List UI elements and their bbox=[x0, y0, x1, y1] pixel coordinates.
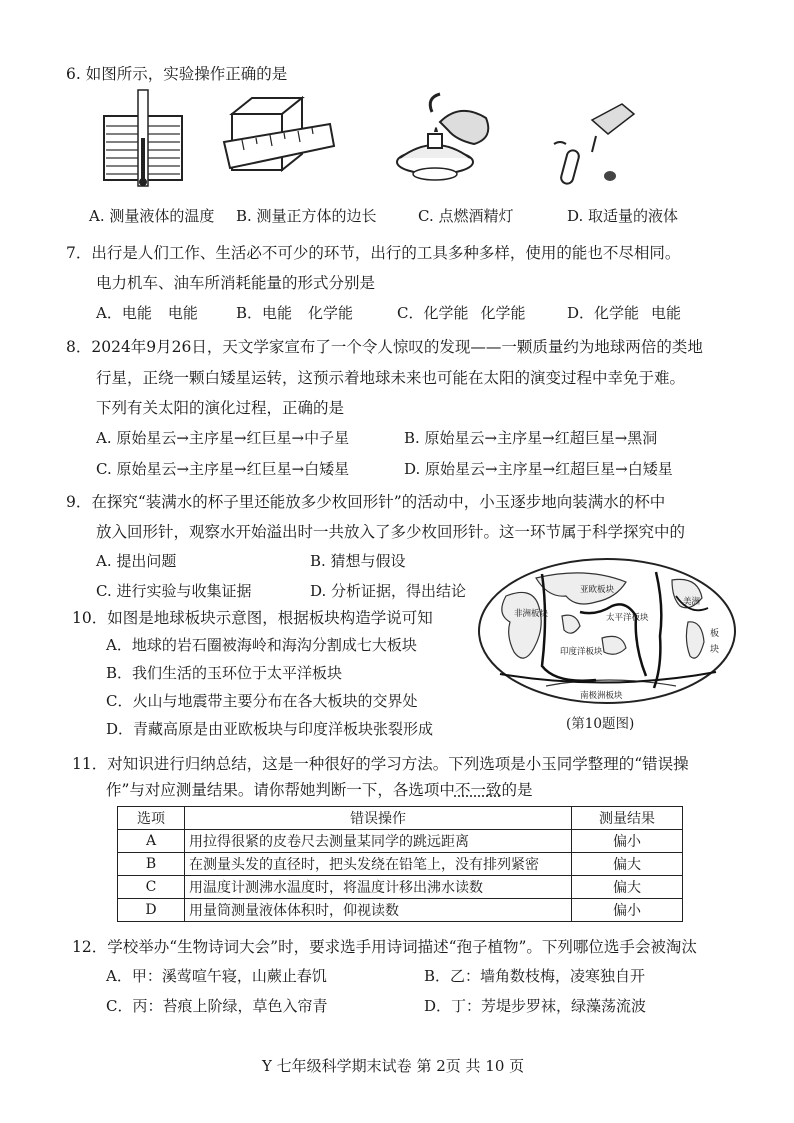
q7-option-c[interactable] bbox=[397, 302, 526, 323]
q6-option-c[interactable]: C. 点燃酒精灯 bbox=[418, 207, 514, 225]
row-operation: 用拉得很紧的皮卷尺去测量某同学的跳远距离 bbox=[185, 830, 572, 853]
q7-option-c-letter: C． bbox=[397, 304, 424, 322]
row-operation: 在测量头发的直径时，把头发绕在铅笔上，没有排列紧密 bbox=[185, 853, 572, 876]
q12-option-b[interactable]: B．乙：墙角数枝梅，凌寒独自开 bbox=[424, 967, 646, 985]
header-result: 测量结果 bbox=[572, 807, 683, 830]
row-result: 偏小 bbox=[572, 899, 683, 922]
q6-option-a[interactable]: A. 测量液体的温度 bbox=[89, 207, 215, 225]
q9-option-c[interactable]: C. 进行实验与收集证据 bbox=[96, 582, 252, 600]
q10-option-d[interactable]: D．青藏高原是由亚欧板块与印度洋板块张裂形成 bbox=[106, 720, 434, 738]
map-label-american-2: 板 bbox=[710, 629, 720, 639]
q12-stem: 12．学校举办“生物诗词大会”时，要求选手用诗词描述“孢子植物”。下列哪位选手会被淘汰 bbox=[72, 938, 697, 956]
row-result: 偏大 bbox=[572, 876, 683, 899]
q9-option-b[interactable]: B. 猜想与假设 bbox=[310, 552, 406, 570]
row-operation: 用温度计测沸水温度时，将温度计移出沸水读数 bbox=[185, 876, 572, 899]
map-label-american-1: 美洲 bbox=[683, 597, 701, 607]
row-option: C bbox=[118, 876, 185, 899]
row-result: 偏小 bbox=[572, 830, 683, 853]
q7-option-a-second: 电能 bbox=[167, 304, 198, 322]
q7-option-d-first: 化学能 bbox=[594, 304, 640, 322]
q9-option-a[interactable]: A. 提出问题 bbox=[96, 552, 177, 570]
q7-option-d-second: 电能 bbox=[651, 304, 682, 322]
q8-option-b[interactable]: B. 原始星云→主序星→红超巨星→黑洞 bbox=[404, 429, 658, 447]
row-result: 偏大 bbox=[572, 853, 683, 876]
q7-option-c-second: 化学能 bbox=[480, 304, 526, 322]
row-operation: 用量筒测量液体体积时，仰视读数 bbox=[185, 899, 572, 922]
cube-ruler-figure bbox=[222, 94, 342, 190]
dropper-tube-figure bbox=[552, 100, 642, 190]
map-label-eurasian: 亚欧板块 bbox=[580, 585, 615, 595]
q10-option-c[interactable]: C．火山与地震带主要分布在各大板块的交界处 bbox=[106, 692, 418, 710]
q6-option-d[interactable]: D. 取适量的液体 bbox=[567, 207, 679, 225]
table-header-row bbox=[118, 807, 683, 830]
map-label-indian: 印度洋板块 bbox=[560, 647, 603, 657]
table-row bbox=[118, 853, 683, 876]
q8-stem-line1: 8．2024年9月26日，天文学家宣布了一个令人惊叹的发现——一颗质量约为地球两倍的类地 bbox=[66, 338, 703, 356]
q7-option-a[interactable] bbox=[96, 302, 198, 323]
row-option: A bbox=[118, 830, 185, 853]
q11-stem-part1: 作”与对应测量结果。请你帮她判断一下，各选项中 bbox=[106, 781, 455, 799]
q9-stem-line2: 放入回形针，观察水开始溢出时一共放入了多少枚回形针。这一环节属于科学探究中的 bbox=[96, 523, 686, 541]
q11-stem-line1: 11．对知识进行归纳总结，这是一种很好的学习方法。下列选项是小玉同学整理的“错误操 bbox=[72, 755, 689, 773]
q7-option-a-letter: A． bbox=[96, 304, 122, 322]
q8-stem-line3: 下列有关太阳的演化过程，正确的是 bbox=[96, 399, 345, 417]
header-option: 选项 bbox=[118, 807, 185, 830]
q7-option-b-first: 电能 bbox=[262, 304, 293, 322]
map-label-african: 非洲板块 bbox=[514, 609, 549, 619]
row-option: B bbox=[118, 853, 185, 876]
map-label-american-3: 块 bbox=[710, 645, 720, 655]
q11-stem-part3: 的是 bbox=[501, 781, 533, 799]
map-label-pacific: 太平洋板块 bbox=[606, 613, 649, 623]
q11-emphasis: 不一致 bbox=[454, 781, 502, 799]
q12-option-d[interactable]: D．丁：芳堤步罗袜，绿藻荡流波 bbox=[424, 997, 647, 1015]
q7-option-c-first: 化学能 bbox=[423, 304, 469, 322]
q6-option-b[interactable]: B. 测量正方体的边长 bbox=[236, 207, 377, 225]
q11-stem-line2 bbox=[106, 778, 532, 800]
q9-stem-line1: 9．在探究“装满水的杯子里还能放多少枚回形针”的活动中，小玉逐步地向装满水的杯中 bbox=[66, 493, 666, 511]
table-row bbox=[118, 899, 683, 922]
q7-stem-line1: 7．出行是人们工作、生活必不可少的环节，出行的工具多种多样，使用的能也不尽相同。 bbox=[66, 244, 681, 262]
q10-option-a[interactable]: A．地球的岩石圈被海岭和海沟分割成七大板块 bbox=[106, 636, 417, 654]
q7-stem-line2: 电力机车、油车所消耗能量的形式分别是 bbox=[96, 274, 376, 292]
q7-option-b-second: 化学能 bbox=[308, 304, 354, 322]
q12-option-c[interactable]: C．丙：苔痕上阶绿，草色入帘青 bbox=[106, 997, 328, 1015]
q6-stem: 6. 如图所示，实验操作正确的是 bbox=[66, 65, 288, 83]
q7-option-d[interactable] bbox=[567, 302, 681, 323]
q10-option-b[interactable]: B．我们生活的玉环位于太平洋板块 bbox=[106, 664, 343, 682]
plate-tectonics-map bbox=[476, 556, 738, 706]
q8-option-a[interactable]: A. 原始星云→主序星→红巨星→中子星 bbox=[96, 429, 350, 447]
q7-option-a-first: 电能 bbox=[121, 304, 152, 322]
page-footer: Y 七年级科学期末试卷 第 2页 共 10 页 bbox=[262, 1057, 525, 1075]
q8-option-d[interactable]: D. 原始星云→主序星→红超巨星→白矮星 bbox=[404, 460, 673, 478]
q10-stem: 10．如图是地球板块示意图，根据板块构造学说可知 bbox=[72, 609, 433, 627]
table-row bbox=[118, 876, 683, 899]
q7-option-b[interactable] bbox=[236, 302, 353, 323]
q7-option-d-letter: D． bbox=[567, 304, 595, 322]
map-label-antarctic: 南极洲板块 bbox=[580, 691, 623, 701]
header-operation: 错误操作 bbox=[185, 807, 572, 830]
q11-table bbox=[117, 806, 683, 922]
q9-option-d[interactable]: D. 分析证据，得出结论 bbox=[310, 582, 467, 600]
q8-stem-line2: 行星，正绕一颗白矮星运转，这预示着地球未来也可能在太阳的演变过程中幸免于难。 bbox=[96, 369, 686, 387]
table-row bbox=[118, 830, 683, 853]
q12-option-a[interactable]: A．甲：溪莺喧午寝，山蕨止春饥 bbox=[106, 967, 327, 985]
alcohol-lamp-figure bbox=[390, 92, 500, 188]
thermometer-beaker-figure bbox=[96, 88, 196, 188]
q10-map-caption: (第10题图) bbox=[566, 716, 635, 732]
q7-option-b-letter: B． bbox=[236, 304, 263, 322]
row-option: D bbox=[118, 899, 185, 922]
q8-option-c[interactable]: C. 原始星云→主序星→红巨星→白矮星 bbox=[96, 460, 350, 478]
